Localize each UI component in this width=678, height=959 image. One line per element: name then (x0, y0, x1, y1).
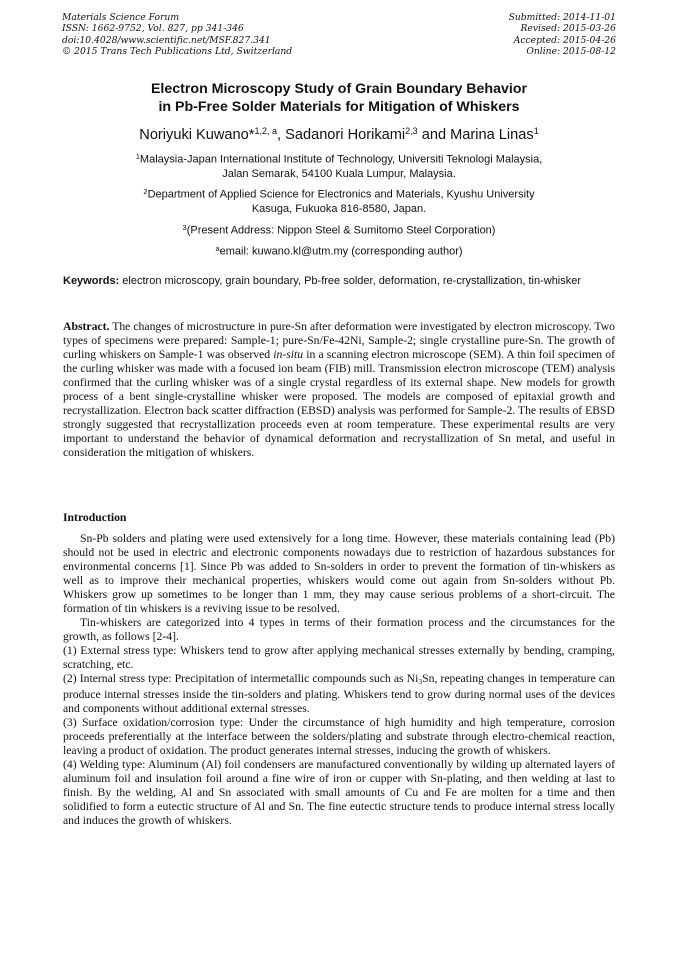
date-revised: Revised: 2015-03-26 (520, 23, 616, 35)
keywords-text: electron microscopy, grain boundary, Pb-free solder, deformation, re-crystallization, tin-whisker (119, 275, 582, 287)
abstract-label: Abstract. (63, 320, 110, 333)
author-2: , Sadanori Horikami (277, 127, 406, 143)
affiliation-3 (40, 221, 638, 238)
keywords-label: Keywords: (63, 275, 120, 287)
email-mark: a (215, 244, 220, 253)
affiliation-1-mark: 1 (135, 152, 140, 161)
keywords (63, 274, 615, 288)
affiliation-2-line-2: Kasuga, Fukuoka 816-8580, Japan. (251, 202, 427, 215)
intro-list-item-2 (63, 672, 615, 717)
affiliation-2-line-1: Department of Applied Science for Electronics and Materials, Kyushu University (147, 188, 535, 201)
author-1: Noriyuki Kuwano* (139, 127, 255, 143)
intro-paragraph-2: Tin-whiskers are categorized into 4 types in terms of their formation process and the circumstances for the growth, as follows [2-4]. (63, 615, 615, 643)
introduction-body (63, 532, 615, 828)
email-line: email: kuwano.kl@utm.my (corresponding author) (219, 245, 463, 258)
affiliation-2 (40, 185, 638, 216)
journal-doi: doi:10.4028/www.scientific.net/MSF.827.341 (62, 34, 271, 46)
title-line-2: in Pb-Free Solder Materials for Mitigation of Whiskers (158, 98, 520, 115)
date-online: Online: 2015-08-12 (526, 46, 616, 58)
intro-list-item-1: (1) External stress type: Whiskers tend to grow after applying mechanical stresses externally by bending, cramping, scratching, etc. (63, 643, 615, 671)
author-2-affiliation: 2,3 (405, 126, 418, 136)
intro-list-item-3: (3) Surface oxidation/corrosion type: Under the circumstance of high humidity and high temperature, corrosion proceeds preferentially at the interface between the solders/plating and substrate through electro-chemical reaction, leaving a product of oxidation. The product generates internal stresses, inducing the growth of whiskers. (63, 716, 615, 758)
affiliation-1 (40, 150, 638, 181)
author-3-affiliation: 1 (533, 126, 539, 136)
date-accepted: Accepted: 2015-04-26 (513, 34, 616, 46)
author-3: and Marina Linas (417, 127, 534, 143)
journal-info (62, 12, 292, 58)
submission-dates (509, 12, 616, 58)
affiliation-1-line-2: Jalan Semarak, 54100 Kuala Lumpur, Malaysia. (222, 167, 456, 180)
intro-list-item-2-b: Sn, repeating changes in temperature can produce internal stresses inside the tin-solders and plating. Whiskers tend to grow during normal uses of the devices and components without additional external stresses. (63, 671, 615, 716)
intro-list-item-4: (4) Welding type: Aluminum (Al) foil condensers are manufactured conventionally by wilding up alternated layers of aluminum foil and insulation foil around a fine wire of iron or cupper with Sn-plating, and then welding at last to finish. By the welding, Al and Sn associated with small amounts of Cu and Fe are molten for a time and then solidified to form a eutectic structure of Al and Sn. The fine eutectic structure tends to produce internal stress locally and induces the growth of whiskers. (63, 758, 615, 828)
corresponding-email (40, 242, 638, 259)
intro-paragraph-1: Sn-Pb solders and plating were used extensively for a long time. However, these materials containing lead (Pb) should not be used in electric and electronic components nowadays due to restriction of hazardous substances for environmental concerns [1]. Since Pb was added to Sn-solders in order to prevent the formation of tin-whiskers as well as to improve their mechanical properties, whiskers would come out again from Sn-solders without Pb. Whiskers grow up sometimes to be longer than 1 mm, they may cause serious problems of a short-circuit. The formation of tin whiskers is a reviving issue to be resolved. (63, 532, 615, 615)
journal-copyright: © 2015 Trans Tech Publications Ltd, Switzerland (62, 46, 293, 58)
title-line-1: Electron Microscopy Study of Grain Boundary Behavior (150, 81, 528, 97)
subscript-3: 3 (418, 676, 423, 686)
affiliation-3-mark: 3 (182, 223, 187, 232)
affiliation-3-line-1: (Present Address: Nippon Steel & Sumitomo Steel Corporation) (186, 224, 496, 237)
affiliation-1-line-1: Malaysia-Japan International Institute of Technology, Universiti Teknologi Malaysia, (139, 153, 543, 166)
affiliation-2-mark: 2 (143, 187, 148, 196)
author-1-affiliation: 1,2, a (254, 126, 277, 136)
journal-issn: ISSN: 1662-9752, Vol. 827, pp 341-346 (62, 23, 244, 35)
abstract (63, 320, 615, 460)
journal-name: Materials Science Forum (62, 12, 180, 23)
abstract-text-1: The changes of microstructure in pure-Sn after deformation were investigated by electron microscopy. Two types of specimens were prepared: Sample-1; pure-Sn/Fe-42Ni, Sample-2; single crystalline pure-Sn. The growth of curling whiskers on Sample-1 was observed (63, 320, 615, 361)
abstract-italic: in-situ (273, 347, 304, 361)
date-submitted: Submitted: 2014-11-01 (508, 12, 616, 23)
section-heading-introduction: Introduction (63, 511, 127, 524)
abstract-text-2: in a scanning electron microscope (SEM). A thin foil specimen of the curling whisker was made with a focused ion beam (FIB) mill. Transmission electron microscope (TEM) analysis confirmed that the curling whisker was of a single crystal regardless of its external shape. New models for growth process of a bent single-crystalline whisker were proposed. The models are composed of epitaxial growth and recrystallization. Electron back scatter diffraction (EBSD) analysis was performed for Sample-2. The results of EBSD strongly suggested that recrystallization proceeds even at room temperature. These experimental results are very important to understand the behavior of dynamical deformation and recrystallization of Sn metal, and useful in consideration the mitigation of whiskers. (63, 347, 615, 459)
author-list (40, 122, 638, 144)
paper-title (40, 81, 638, 116)
intro-list-item-2-a: (2) Internal stress type: Precipitation of intermetallic compounds such as Ni (63, 671, 419, 685)
